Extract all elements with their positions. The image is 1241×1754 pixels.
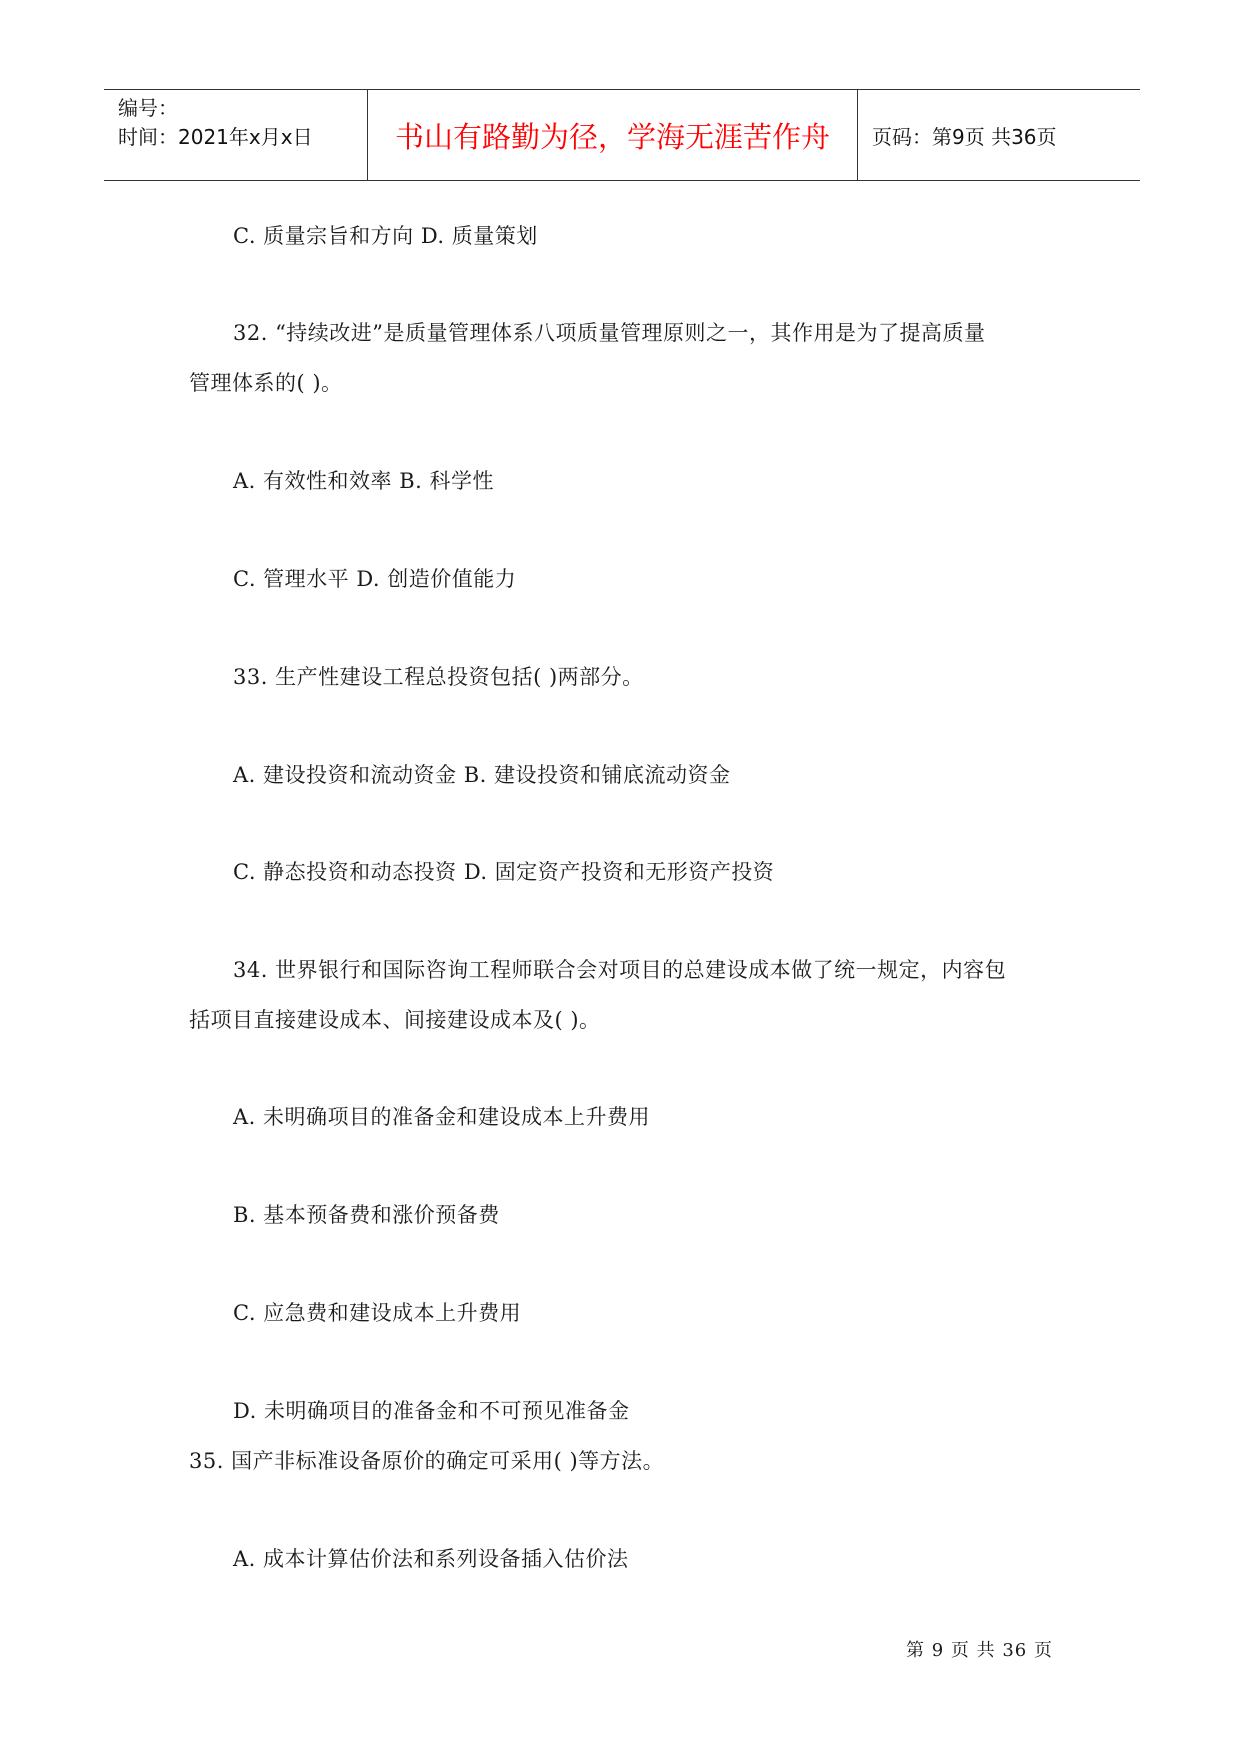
document-number-label: 编号： (118, 96, 178, 120)
page-footer: 第 9 页 共 36 页 (906, 1640, 1053, 1661)
header-motto: 书山有路勤为径，学海无涯苦作舟 (368, 90, 858, 180)
option-line: A. 建设投资和流动资金 B. 建设投资和铺底流动资金 (233, 763, 731, 787)
option-line: C. 应急费和建设成本上升费用 (233, 1301, 522, 1325)
question-32-line-1: 32. “持续改进”是质量管理体系八项质量管理原则之一，其作用是为了提高质量 (233, 321, 986, 345)
option-line: C. 静态投资和动态投资 D. 固定资产投资和无形资产投资 (233, 860, 775, 884)
header-meta-cell (104, 90, 368, 180)
question-33-line: 33. 生产性建设工程总投资包括( )两部分。 (233, 665, 644, 689)
page-header (104, 89, 1140, 181)
option-line: A. 有效性和效率 B. 科学性 (233, 469, 494, 493)
question-34-line-1: 34. 世界银行和国际咨询工程师联合会对项目的总建设成本做了统一规定，内容包 (233, 958, 1007, 982)
question-35-line: 35. 国产非标准设备原价的确定可采用( )等方法。 (189, 1449, 665, 1473)
question-32-line-2: 管理体系的( )。 (189, 371, 343, 395)
option-line: A. 成本计算估价法和系列设备插入估价法 (233, 1547, 629, 1571)
document-time-label: 时间：2021年x月x日 (118, 125, 313, 149)
header-page-number: 页码：第9页 共36页 (872, 124, 1057, 149)
option-line: D. 未明确项目的准备金和不可预见准备金 (233, 1399, 630, 1423)
question-34-line-2: 括项目直接建设成本、间接建设成本及( )。 (189, 1008, 601, 1032)
option-line: B. 基本预备费和涨价预备费 (233, 1203, 500, 1227)
option-line: A. 未明确项目的准备金和建设成本上升费用 (233, 1105, 651, 1129)
option-line: C. 质量宗旨和方向 D. 质量策划 (233, 224, 538, 248)
option-line: C. 管理水平 D. 创造价值能力 (233, 567, 517, 591)
